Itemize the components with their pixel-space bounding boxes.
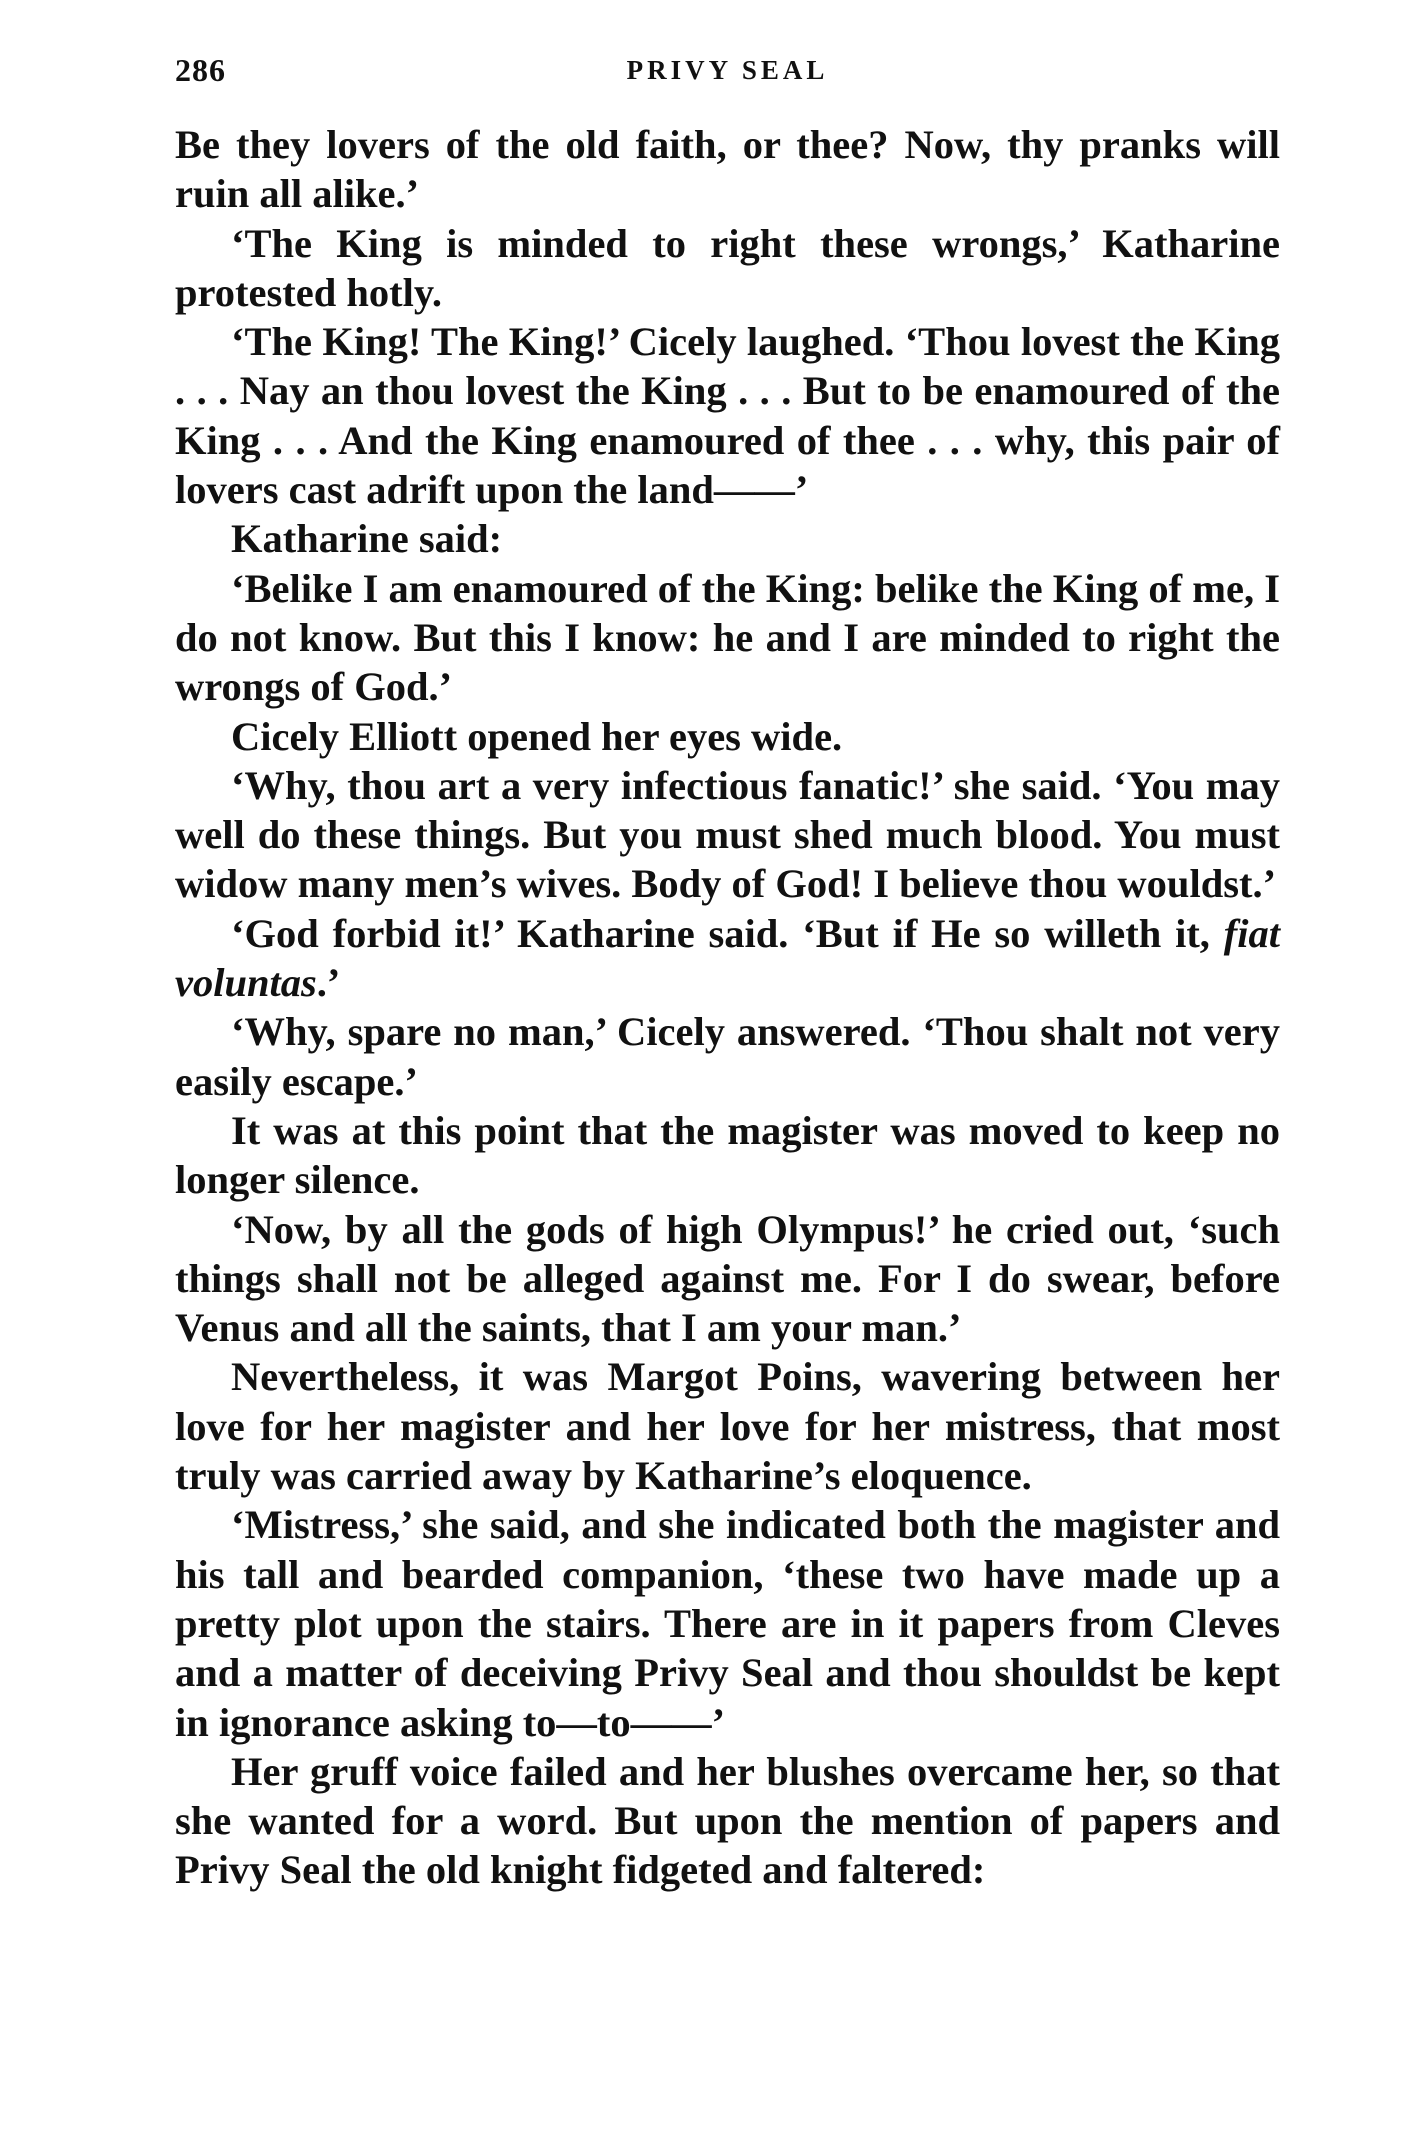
paragraph — [175, 909, 1280, 1008]
paragraph: It was at this point that the magister was moved to keep no longer silence. — [175, 1107, 1280, 1203]
paragraph: ‘Mistress,’ she said, and she indicated both the magister and his tall and bearded companion, ‘these two have made up a pretty plot upon the stairs. There are in it papers from Cleves and a matter of deceiving Privy Seal and thou shouldst be kept in ignorance asking to—to——’ — [175, 1502, 1280, 1745]
paragraph: ‘Why, thou art a very infectious fanatic!’ she said. ‘You may well do these things. But you must shed much blood. You must widow many men’s wives. Body of God! I believe thou wouldst.’ — [175, 762, 1280, 907]
paragraph: ‘Why, spare no man,’ Cicely answered. ‘Thou shalt not very easily escape.’ — [175, 1009, 1280, 1104]
paragraph: ‘Belike I am enamoured of the King: belike the King of me, I do not know. But this I know: he and I are minded to right the wrongs of God.’ — [175, 565, 1280, 710]
italic-latin-phrase: fiat voluntas — [175, 910, 1280, 1006]
running-head: PRIVY SEAL — [626, 55, 829, 85]
paragraph: Her gruff voice failed and her blushes overcame her, so that she wanted for a word. But upon the mention of papers and Privy Seal the old knight fidgeted and faltered: — [175, 1748, 1280, 1893]
paragraph-text: ‘God forbid it!’ Katharine said. ‘But if He so willeth it, — [231, 910, 1224, 956]
paragraph-text: .’ — [316, 960, 341, 1006]
book-page — [175, 52, 1280, 1895]
page-header — [175, 52, 1280, 100]
paragraph: Nevertheless, it was Margot Poins, wavering between her love for her magister and her love for her mistress, that most truly was carried away by Katharine’s eloquence. — [175, 1354, 1280, 1499]
paragraph: ‘The King! The King!’ Cicely laughed. ‘Thou lovest the King . . . Nay an thou lovest the King . . . But to be enamoured of the King . . . And the King enamoured of thee . . . why, this pair of lovers cast adrift upon the land——’ — [175, 319, 1280, 513]
paragraph: Cicely Elliott opened her eyes wide. — [231, 713, 843, 759]
paragraph: Be they lovers of the old faith, or thee? Now, thy pranks will ruin all alike.’ — [175, 122, 1280, 217]
paragraph: ‘The King is minded to right these wrongs,’ Katharine protested hotly. — [175, 220, 1280, 315]
body-text — [175, 120, 1280, 1895]
page-number: 286 — [175, 52, 226, 88]
paragraph: ‘Now, by all the gods of high Olympus!’ he cried out, ‘such things shall not be alleged against me. For I do swear, before Venus and all the saints, that I am your man.’ — [175, 1206, 1280, 1351]
paragraph: Katharine said: — [231, 516, 503, 562]
